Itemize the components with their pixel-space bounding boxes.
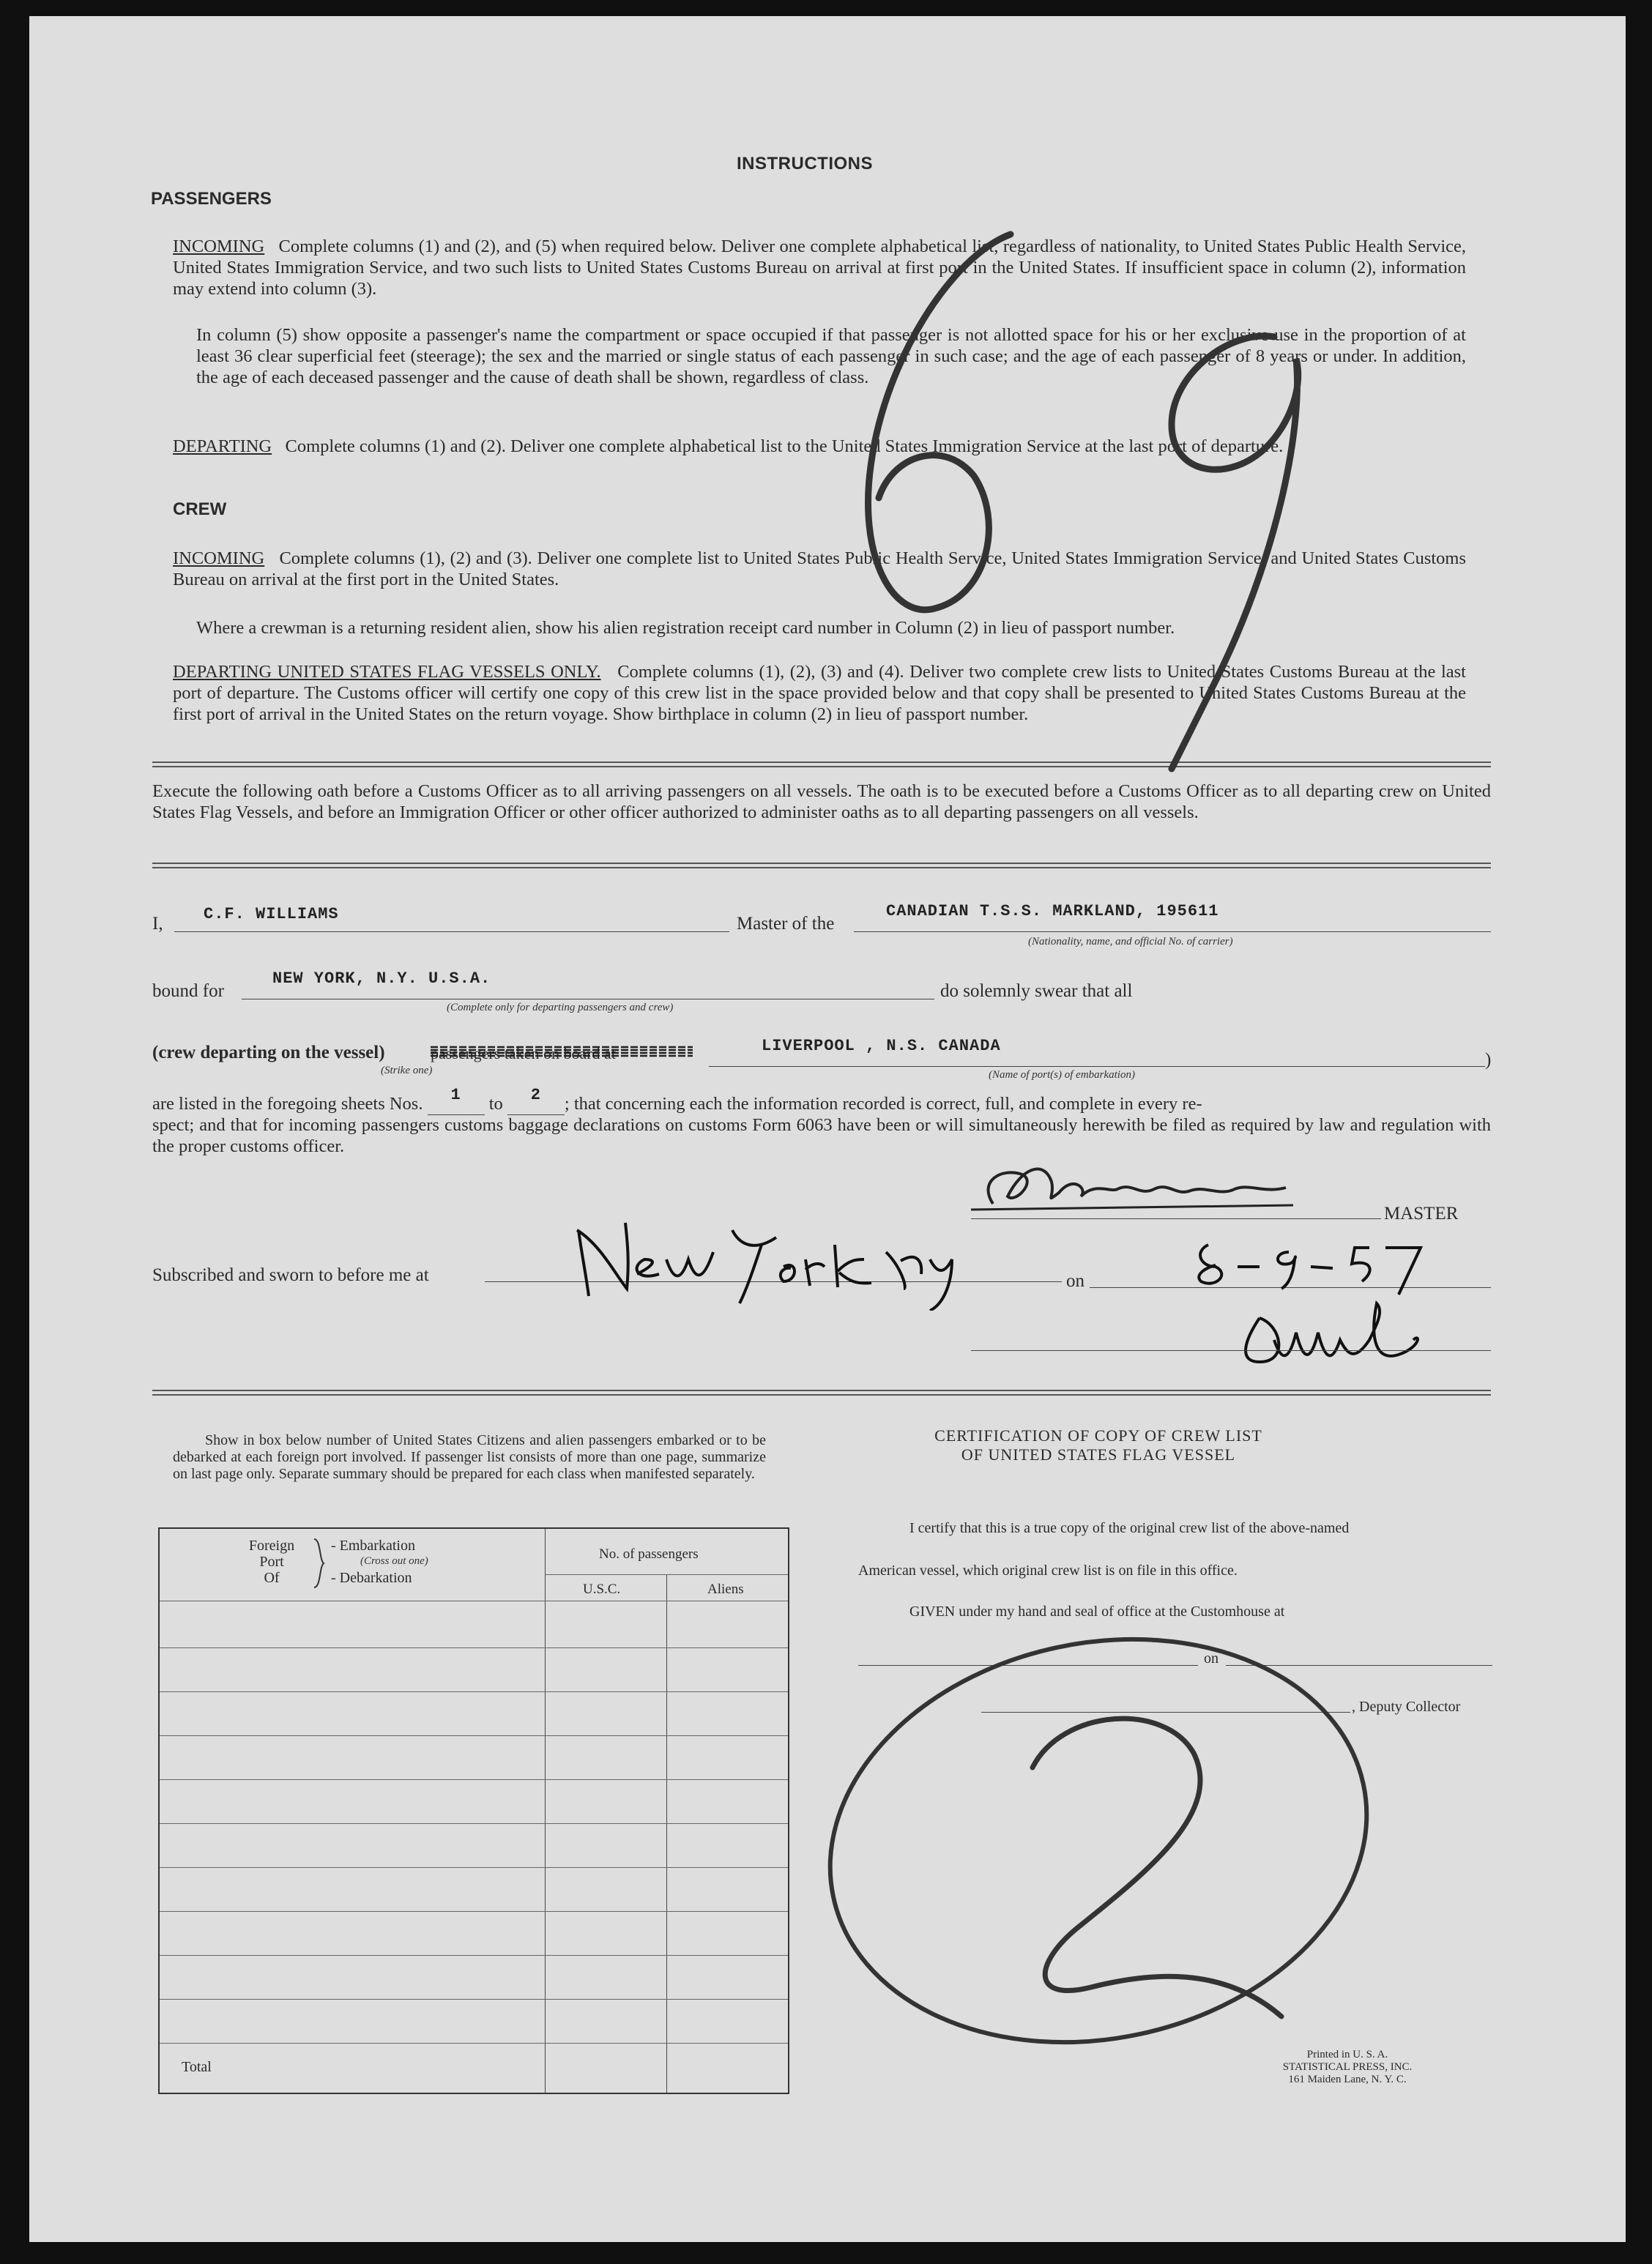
deputy-collector-label: , Deputy Collector xyxy=(1352,1699,1461,1715)
printer-line1: Printed in U. S. A. xyxy=(1306,2049,1388,2060)
master-of-label: Master of the xyxy=(737,914,835,934)
column5-paragraph: In column (5) show opposite a passenger's name the compartment or space occupied if that passenger is not allotted space for his or her exclusive use in the proportion of at least 36 clear superficial feet (steerage); the sex and the married or single status of each passenger in such case; and the age of each passenger of 8 years or under. In addition, the age of each deceased passenger and the cause of death shall be shown, regardless of class. xyxy=(196,325,1466,387)
port-value: LIVERPOOL , N.S. CANADA xyxy=(762,1037,1001,1055)
passengers-heading: PASSENGERS xyxy=(151,189,272,209)
strike-caption: (Strike one) xyxy=(381,1065,433,1076)
master-signature xyxy=(971,1153,1308,1218)
passengers-incoming-text: Complete columns (1) and (2), and (5) when required below. Deliver one complete alphabetical list, regardless of nationality, to United States Public Health Service, United States Immigration Service, and two such lists to United States Customs Bureau on arrival at first port in the United States. If insufficient space in column (2), information may extend into column (3). xyxy=(173,237,1467,299)
master-label: MASTER xyxy=(1384,1204,1459,1224)
sheets-label: are listed in the foregoing sheets Nos. xyxy=(152,1094,423,1114)
vessel-line xyxy=(854,931,1491,932)
officer-signature xyxy=(1230,1296,1450,1377)
passengers-departing-label: DEPARTING xyxy=(173,436,272,456)
instructions-title: INSTRUCTIONS xyxy=(737,154,873,174)
strike-through-marks xyxy=(429,1043,707,1060)
certification-title-line1: CERTIFICATION OF COPY OF CREW LIST xyxy=(934,1426,1262,1445)
crew-heading: CREW xyxy=(173,499,227,519)
no-of-passengers-header: No. of passengers xyxy=(599,1546,699,1562)
master-name: C.F. WILLIAMS xyxy=(204,905,339,923)
pencil-circled-2 xyxy=(813,1621,1384,2060)
aliens-header: Aliens xyxy=(707,1582,744,1597)
brace xyxy=(312,1538,327,1589)
foreign-label: Foreign xyxy=(248,1538,295,1554)
port-caption: (Name of port(s) of embarkation) xyxy=(989,1069,1135,1081)
port-line xyxy=(709,1066,1485,1067)
crew-departing-option xyxy=(152,1043,385,1063)
divider-3 xyxy=(152,1390,1491,1396)
pencil-number-69 xyxy=(762,212,1494,783)
debarkation-label: - Debarkation xyxy=(331,1570,412,1586)
swear-text: do solemnly swear that all xyxy=(940,981,1133,1001)
place-handwriting xyxy=(557,1201,1011,1311)
passengers-incoming-label: INCOMING xyxy=(173,237,265,256)
total-label: Total xyxy=(182,2059,212,2075)
crew-departing-option-label: (crew departing on the vessel) xyxy=(152,1043,385,1062)
vessel-name: CANADIAN T.S.S. MARKLAND, 195611 xyxy=(886,902,1219,920)
officer-signature-line xyxy=(971,1350,1491,1351)
passenger-summary-table xyxy=(158,1527,789,2094)
crew-incoming-label: INCOMING xyxy=(173,548,265,568)
cross-out-caption: (Cross out one) xyxy=(360,1555,428,1567)
crew-incoming-text: Complete columns (1), (2) and (3). Deliver one complete list to United States Public Health Service, United States Immigration Service, and United States Customs Bureau on arrival at the first port in the United States. xyxy=(173,548,1466,589)
divider-2 xyxy=(152,863,1491,868)
crew-resident-paragraph: Where a crewman is a returning resident alien, show his alien registration receipt card number in Column (2) in lieu of passport number. xyxy=(196,618,1175,638)
sheets-line-1 xyxy=(152,1086,1202,1115)
bound-for-label: bound for xyxy=(152,981,224,1001)
port-label: Port xyxy=(259,1554,284,1570)
of-label: Of xyxy=(264,1570,280,1586)
crew-departing-text: Complete columns (1), (2), (3) and (4). Deliver two complete crew lists to United States Customs Bureau at the last port of departure. The Customs officer will certify one copy of this crew list in the space provided below and that copy shall be presented to United States Customs Bureau at the first port of arrival in the United States on the return voyage. Show birthplace in column (2) in lieu of passport number. xyxy=(173,662,1466,724)
certification-text3: GIVEN under my hand and seal of office at the Customhouse at xyxy=(909,1604,1285,1620)
certification-title-line2: OF UNITED STATES FLAG VESSEL xyxy=(961,1445,1236,1464)
certification-text2: American vessel, which original crew list is on file in this office. xyxy=(858,1563,1238,1579)
summary-instructions: Show in box below number of United States Citizens and alien passengers embarked or to be debarked at each foreign port involved. If passenger list consists of more than one page, summarize on last page only. Separate summary should be prepared for each class when manifested separately. xyxy=(173,1432,766,1482)
sheet-to: 2 xyxy=(530,1086,541,1104)
certification-on-label: on xyxy=(1204,1650,1218,1667)
on-label: on xyxy=(1066,1271,1084,1291)
vessel-caption: (Nationality, name, and official No. of carrier) xyxy=(1028,936,1233,947)
oath-intro: Execute the following oath before a Customs Officer as to all arriving passengers on all vessels. The oath is to be executed before a Customs Officer as to all departing crew on United States Flag Vessels, and before an Immigration Officer or other officer authorized to administer oaths as to all departing passengers on all vessels. xyxy=(152,781,1491,822)
bound-caption: (Complete only for departing passengers and crew) xyxy=(447,1002,674,1013)
certification-text1: I certify that this is a true copy of the original crew list of the above-named xyxy=(909,1520,1350,1536)
foreign-port-of xyxy=(239,1538,305,1586)
printer-line2: STATISTICAL PRESS, INC. xyxy=(1282,2061,1413,2073)
sheets-text-2: spect; and that for incoming passengers customs baggage declarations on customs Form 6063 have been or will simultaneously herewith be filed as required by law and regulation with the proper customs officer. xyxy=(152,1115,1491,1156)
embarkation-label: - Embarkation xyxy=(331,1538,415,1554)
master-signature-line xyxy=(971,1218,1381,1219)
master-name-line xyxy=(174,931,729,932)
crew-departing-label: DEPARTING UNITED STATES FLAG VESSELS ONLY. xyxy=(173,662,601,682)
certification-title xyxy=(879,1426,1318,1464)
i-label: I, xyxy=(152,914,163,934)
passengers-departing-text: Complete columns (1) and (2). Deliver one complete alphabetical list to the United States Immigration Service at the last port of departure. xyxy=(285,436,1284,456)
sheet-from: 1 xyxy=(450,1086,461,1104)
paren-close: ) xyxy=(1485,1050,1492,1070)
subscribed-label: Subscribed and sworn to before me at xyxy=(152,1265,429,1285)
to-label: to xyxy=(488,1094,503,1114)
printer-line3: 161 Maiden Lane, N. Y. C. xyxy=(1288,2074,1407,2085)
sheets-text-after: ; that concerning each the information recorded is correct, full, and complete in every re- xyxy=(564,1094,1202,1114)
usc-header: U.S.C. xyxy=(583,1582,621,1597)
bound-for-value: NEW YORK, N.Y. U.S.A. xyxy=(272,969,491,988)
date-handwriting xyxy=(1186,1237,1435,1296)
